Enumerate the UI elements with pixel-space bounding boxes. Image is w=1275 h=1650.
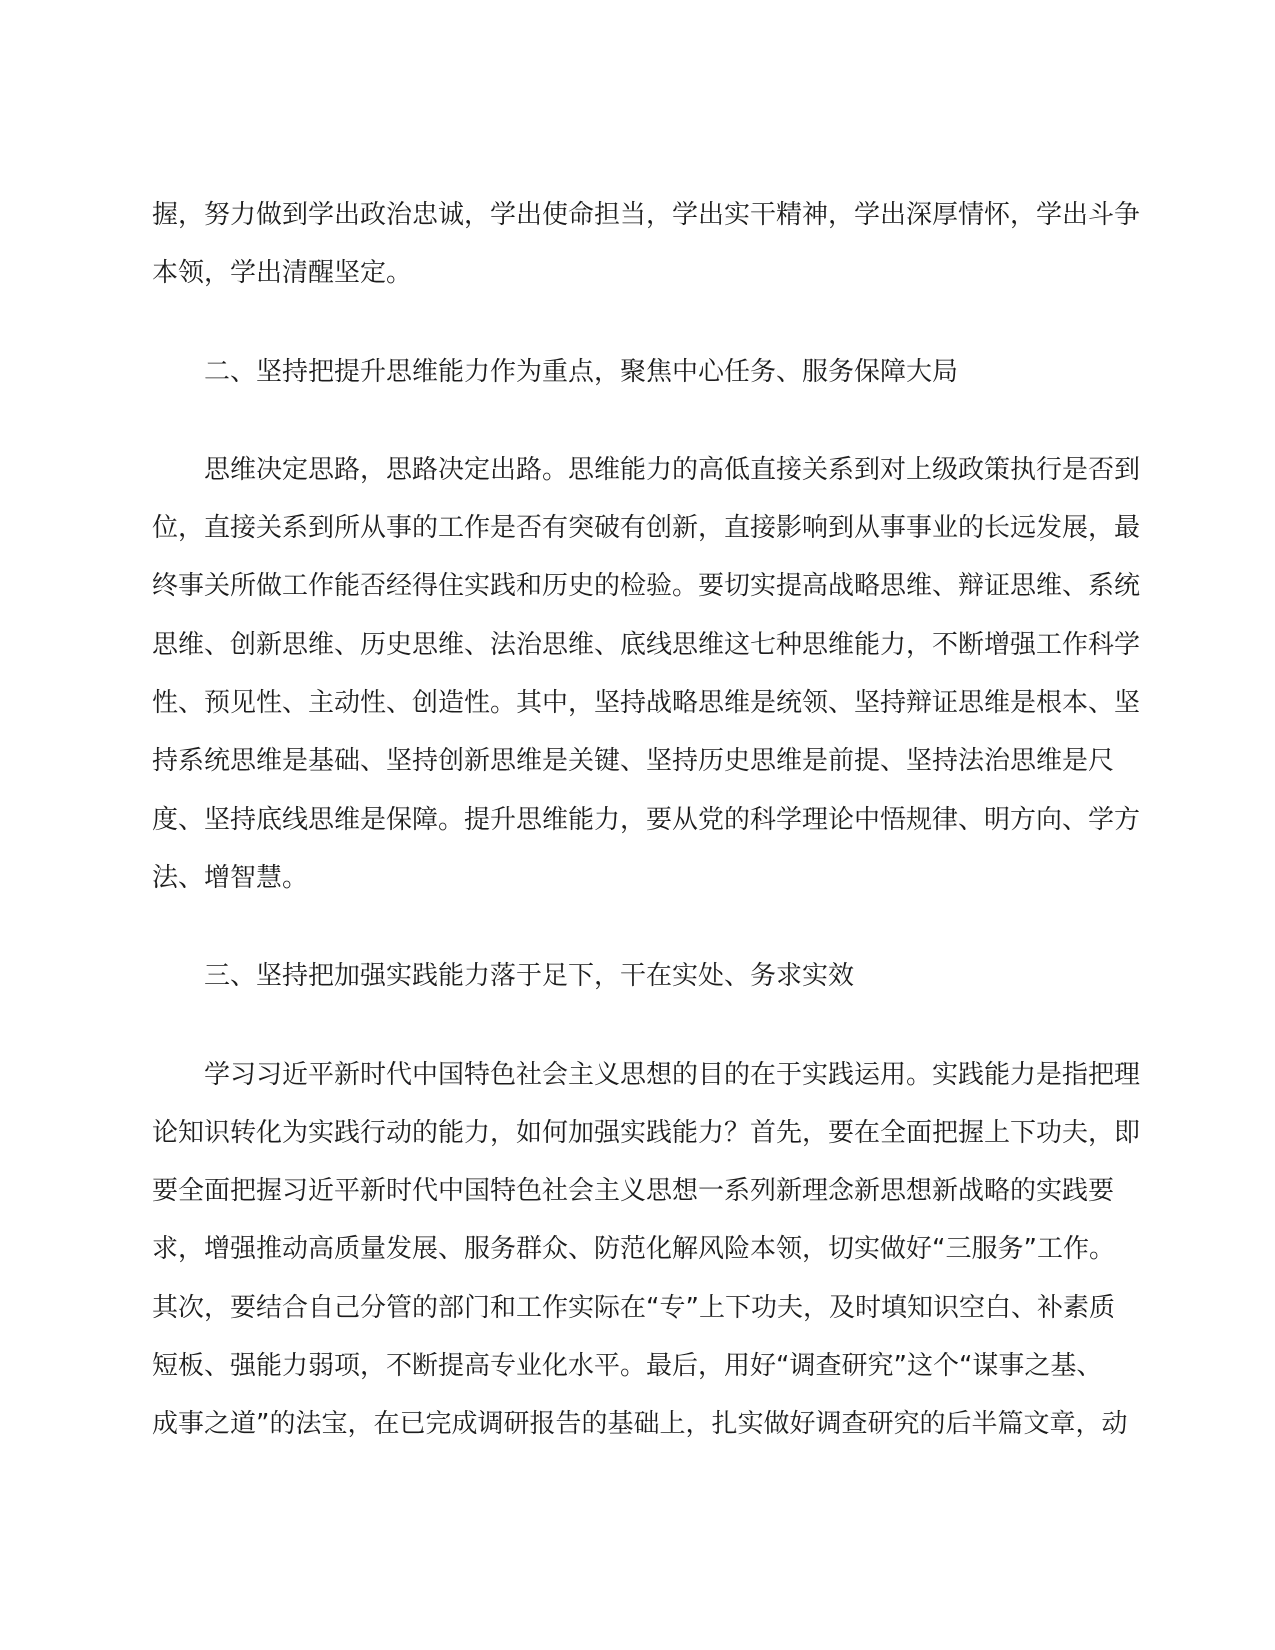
section-heading-2: [152, 343, 1100, 401]
paragraph-continuation: [152, 186, 1141, 303]
text-line: 学习习近平新时代中国特色社会主义思想的目的在于实践运用。实践能力是指把理: [204, 1059, 1141, 1090]
paragraph-thinking-ability: [152, 441, 1141, 907]
text-line: 法、增智慧。: [152, 862, 309, 893]
document-body: [152, 186, 1141, 1454]
paragraph-practice-ability: [152, 1046, 1141, 1454]
text-line: 度、坚持底线思维是保障。提升思维能力，要从党的科学理论中悟规律、明方向、学方: [152, 804, 1141, 835]
text-line: 思维、创新思维、历史思维、法治思维、底线思维这七种思维能力，不断增强工作科学: [152, 629, 1141, 660]
text-line: 成事之道”的法宝，在已完成调研报告的基础上，扎实做好调查研究的后半篇文章，动: [152, 1409, 1128, 1440]
text-line: 思维决定思路，思路决定出路。思维能力的高低直接关系到对上级政策执行是否到: [204, 454, 1141, 485]
text-line: 其次，要结合自己分管的部门和工作实际在“专”上下功夫，及时填知识空白、补素质: [152, 1292, 1115, 1323]
text-line: 短板、强能力弱项，不断提高专业化水平。最后，用好“调查研究”这个“谋事之基、: [152, 1351, 1103, 1382]
text-line: 性、预见性、主动性、创造性。其中，坚持战略思维是统领、坚持辩证思维是根本、坚: [152, 688, 1141, 719]
text-line: 位，直接关系到所从事的工作是否有突破有创新，直接影响到从事事业的长远发展，最: [152, 513, 1141, 544]
heading-text: 三、坚持把加强实践能力落于足下，干在实处、务求实效: [204, 961, 855, 992]
text-line: 求，增强推动高质量发展、服务群众、防范化解风险本领，切实做好“三服务”工作。: [152, 1234, 1115, 1265]
text-line: 握，努力做到学出政治忠诚，学出使命担当，学出实干精神，学出深厚情怀，学出斗争: [152, 200, 1141, 230]
heading-text: 二、坚持把提升思维能力作为重点，聚焦中心任务、服务保障大局: [204, 356, 959, 387]
text-line: 本领，学出清醒坚定。: [152, 258, 413, 289]
text-line: 要全面把握习近平新时代中国特色社会主义思想一系列新理念新思想新战略的实践要: [152, 1176, 1115, 1207]
section-heading-3: [152, 947, 1100, 1005]
text-line: 论知识转化为实践行动的能力，如何加强实践能力？首先，要在全面把握上下功夫，即: [152, 1117, 1141, 1148]
text-line: 终事关所做工作能否经得住实践和历史的检验。要切实提高战略思维、辩证思维、系统: [152, 571, 1141, 602]
text-line: 持系统思维是基础、坚持创新思维是关键、坚持历史思维是前提、坚持法治思维是尺: [152, 746, 1115, 777]
